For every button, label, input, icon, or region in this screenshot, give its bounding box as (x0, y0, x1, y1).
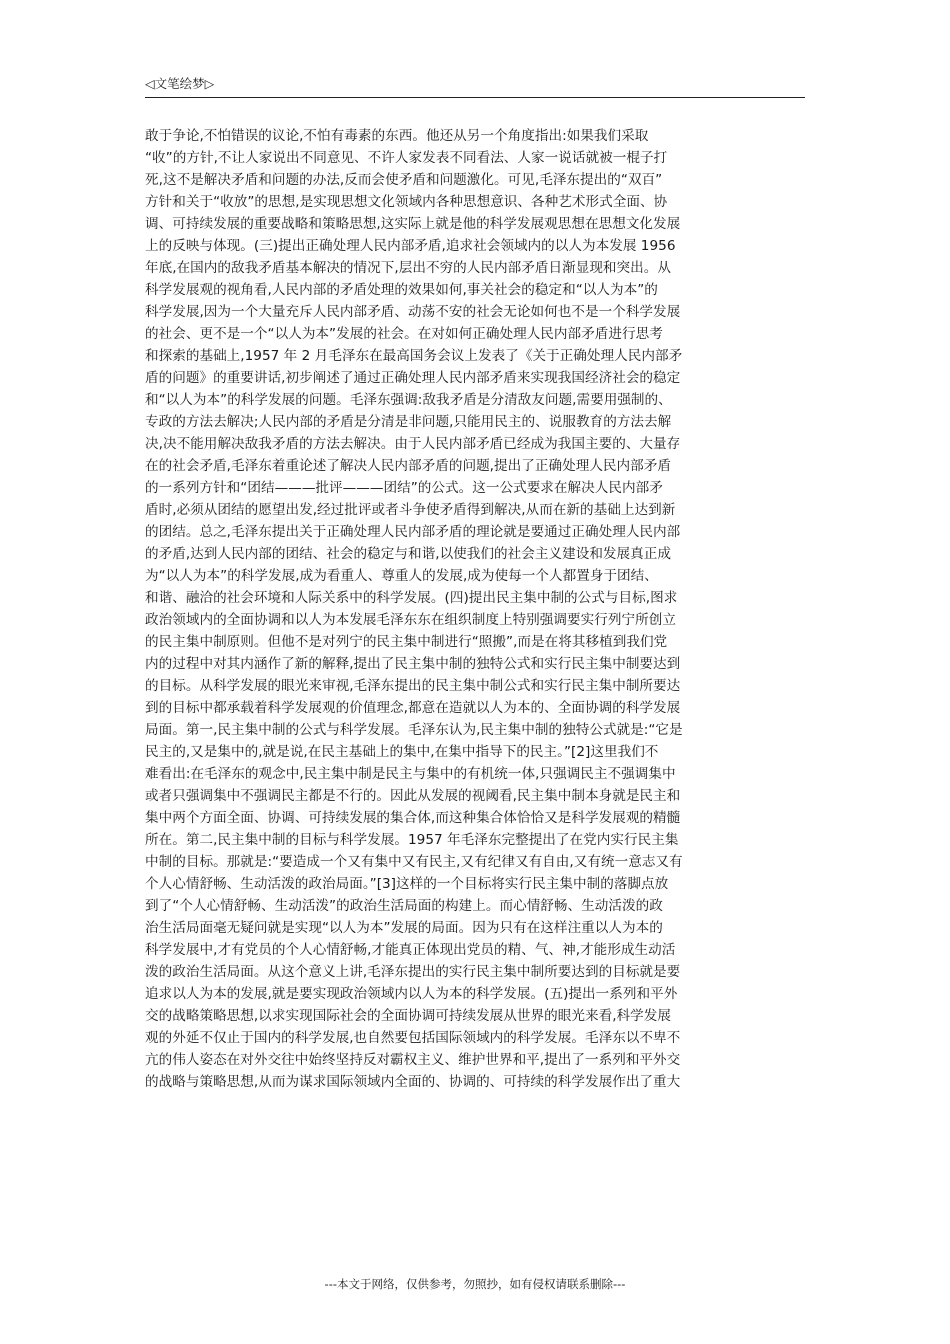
text-line: 治生活局面毫无疑问就是实现“以人为本”发展的局面。因为只有在这样注重以人为本的 (145, 920, 663, 936)
text-line: 追求以人为本的发展,就是要实现政治领域内以人为本的科学发展。(五)提出一系列和平外 (145, 986, 678, 1002)
text-line: 和探索的基础上,1957 年 2 月毛泽东在最高国务会议上发表了《关于正确处理人民内部矛 (145, 348, 683, 364)
text-line: 中制的目标。那就是:“要造成一个又有集中又有民主,又有纪律又有自由,又有统一意志又有 (145, 854, 683, 870)
text-line: 所在。第二,民主集中制的目标与科学发展。1957 年毛泽东完整提出了在党内实行民主集 (145, 832, 679, 848)
text-line: 集中两个方面全面、协调、可持续发展的集合体,而这种集合体恰恰又是科学发展观的精髓 (145, 810, 681, 826)
text-line: 的民主集中制原则。但他不是对列宁的民主集中制进行“照搬”,而是在将其移植到我们党 (145, 634, 668, 650)
text-line: 盾的问题》的重要讲话,初步阐述了通过正确处理人民内部矛盾来实现我国经济社会的稳定 (145, 370, 681, 386)
text-line: 决,决不能用解决敌我矛盾的方法去解决。由于人民内部矛盾已经成为我国主要的、大量存 (145, 436, 681, 452)
text-line: 的一系列方针和“团结———批评———团结”的公式。这一公式要求在解决人民内部矛 (145, 480, 663, 496)
text-line: 在的社会矛盾,毛泽东着重论述了解决人民内部矛盾的问题,提出了正确处理人民内部矛盾 (145, 458, 672, 474)
text-line: 政治领域内的全面协调和以人为本发展毛泽东东在组织制度上特别强调要实行列宁所创立 (145, 612, 676, 628)
text-line: 专政的方法去解决;人民内部的矛盾是分清是非问题,只能用民主的、说服教育的方法去解 (145, 414, 672, 430)
text-line: 亢的伟人姿态在对外交往中始终坚持反对霸权主义、维护世界和平,提出了一系列和平外交 (145, 1052, 681, 1068)
text-line: 和谐、融洽的社会环境和人际关系中的科学发展。(四)提出民主集中制的公式与目标,图求 (145, 590, 678, 606)
text-line: 到的目标中都承载着科学发展观的价值理念,都意在造就以人为本的、全面协调的科学发展 (145, 700, 681, 716)
text-line: 局面。第一,民主集中制的公式与科学发展。毛泽东认为,民主集中制的独特公式就是:“它是 (145, 722, 683, 738)
text-line: 到了“个人心情舒畅、生动活泼”的政治生活局面的构建上。而心情舒畅、生动活泼的政 (145, 898, 663, 914)
text-line: 难看出:在毛泽东的观念中,民主集中制是民主与集中的有机统一体,只强调民主不强调集中 (145, 766, 676, 782)
text-line: 或者只强调集中不强调民主都是不行的。因此从发展的视阈看,民主集中制本身就是民主和 (145, 788, 681, 804)
header-title: ◁文笔绘梦▷ (145, 76, 215, 91)
text-line: 和“以人为本”的科学发展的问题。毛泽东强调:敌我矛盾是分清敌友问题,需要用强制的、 (145, 392, 672, 408)
text-line: 上的反映与体现。(三)提出正确处理人民内部矛盾,追求社会领域内的以人为本发展 1956 (145, 238, 676, 254)
text-line: 民主的,又是集中的,就是说,在民主基础上的集中,在集中指导下的民主。”[2]这里我们不 (145, 744, 659, 760)
text-line: 科学发展中,才有党员的个人心情舒畅,才能真正体现出党员的精、气、神,才能形成生动活 (145, 942, 676, 958)
text-line: 调、可持续发展的重要战略和策略思想,这实际上就是他的科学发展观思想在思想文化发展 (145, 216, 681, 232)
text-line: 的社会、更不是一个“以人为本”发展的社会。在对如何正确处理人民内部矛盾进行思考 (145, 326, 663, 342)
text-line: “收”的方针,不让人家说出不同意见、不许人家发表不同看法、人家一说话就被一棍子打 (145, 150, 668, 166)
text-line: 的目标。从科学发展的眼光来审视,毛泽东提出的民主集中制公式和实行民主集中制所要达 (145, 678, 681, 694)
text-line: 年底,在国内的敌我矛盾基本解决的情况下,层出不穷的人民内部矛盾日渐显现和突出。从 (145, 260, 672, 276)
text-line: 交的战略策略思想,以求实现国际社会的全面协调可持续发展从世界的眼光来看,科学发展 (145, 1008, 672, 1024)
page-header (145, 73, 805, 98)
text-line: 的矛盾,达到人民内部的团结、社会的稳定与和谐,以使我们的社会主义建设和发展真正成 (145, 546, 672, 562)
text-line: 方针和关于“收放”的思想,是实现思想文化领域内各种思想意识、各种艺术形式全面、协 (145, 194, 668, 210)
text-line: 观的外延不仅止于国内的科学发展,也自然要包括国际领域内的科学发展。毛泽东以不卑不 (145, 1030, 681, 1046)
page-footer: ---本文于网络，仅供参考，勿照抄，如有侵权请联系删除--- (324, 1277, 626, 1291)
text-line: 敢于争论,不怕错误的议论,不怕有毒素的东西。他还从另一个角度指出:如果我们采取 (145, 128, 649, 144)
text-line: 科学发展观的视角看,人民内部的矛盾处理的效果如何,事关社会的稳定和“以人为本”的 (145, 282, 658, 298)
text-line: 为“以人为本”的科学发展,成为看重人、尊重人的发展,成为使每一个人都置身于团结、 (145, 568, 658, 584)
text-line: 的战略与策略思想,从而为谋求国际领域内全面的、协调的、可持续的科学发展作出了重大 (145, 1074, 681, 1090)
text-line: 的团结。总之,毛泽东提出关于正确处理人民内部矛盾的理论就是要通过正确处理人民内部 (145, 524, 681, 540)
body-text (145, 125, 805, 1093)
text-line: 死,这不是解决矛盾和问题的办法,反而会使矛盾和问题激化。可见,毛泽东提出的“双百” (145, 172, 663, 188)
text-line: 内的过程中对其内涵作了新的解释,提出了民主集中制的独特公式和实行民主集中制要达到 (145, 656, 681, 672)
text-line: 科学发展,因为一个大量充斥人民内部矛盾、动荡不安的社会无论如何也不是一个科学发展 (145, 304, 681, 320)
text-line: 泼的政治生活局面。从这个意义上讲,毛泽东提出的实行民主集中制所要达到的目标就是要 (145, 964, 681, 980)
text-line: 盾时,必须从团结的愿望出发,经过批评或者斗争使矛盾得到解决,从而在新的基础上达到新 (145, 502, 676, 518)
text-line: 个人心情舒畅、生动活泼的政治局面。”[3]这样的一个目标将实行民主集中制的落脚点放 (145, 876, 669, 892)
